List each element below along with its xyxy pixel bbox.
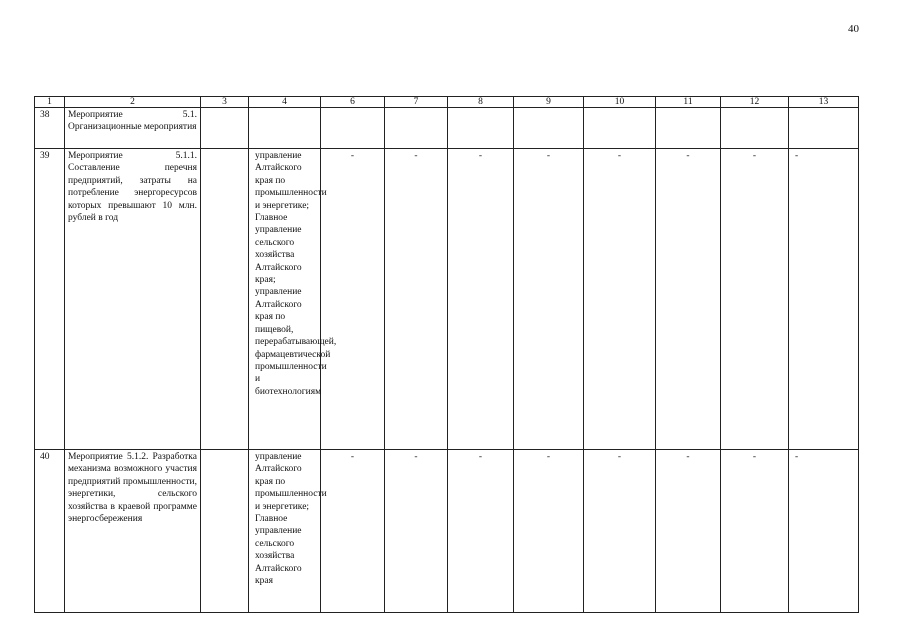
table-row	[35, 108, 859, 149]
header-cell: 1	[35, 97, 65, 108]
value-cell: -	[385, 450, 448, 613]
table-row	[35, 149, 859, 450]
table-row	[35, 450, 859, 613]
header-cell: 2	[65, 97, 201, 108]
value-cell	[721, 108, 789, 149]
header-cell: 4	[249, 97, 321, 108]
header-cell: 10	[584, 97, 656, 108]
header-cell: 12	[721, 97, 789, 108]
table-header-row	[35, 97, 859, 108]
value-cell: -	[721, 450, 789, 613]
col3-cell	[201, 450, 249, 613]
header-cell: 7	[385, 97, 448, 108]
value-cell	[385, 108, 448, 149]
executor-cell: управление Алтайского края по промышленности и энергетике; Главное управление сельского хозяйства Алтайского края	[249, 450, 321, 613]
header-cell: 11	[656, 97, 721, 108]
value-cell	[514, 108, 584, 149]
value-cell: -	[584, 450, 656, 613]
measure-description: Мероприятие 5.1.1. Составление перечня предприятий, затраты на потребление энергоресурсов которых превышают 10 млн. рублей в год	[65, 149, 201, 450]
row-number: 39	[35, 149, 65, 450]
value-cell: -	[656, 149, 721, 450]
header-cell: 8	[448, 97, 514, 108]
measure-description: Мероприятие 5.1. Организационные мероприятия	[65, 108, 201, 149]
value-cell: -	[789, 149, 859, 450]
executor-cell	[249, 108, 321, 149]
header-cell: 9	[514, 97, 584, 108]
value-cell: -	[514, 450, 584, 613]
header-cell: 13	[789, 97, 859, 108]
row-number: 38	[35, 108, 65, 149]
col3-cell	[201, 149, 249, 450]
value-cell	[448, 108, 514, 149]
value-cell: -	[789, 450, 859, 613]
header-cell: 6	[321, 97, 385, 108]
value-cell: -	[721, 149, 789, 450]
value-cell: -	[321, 450, 385, 613]
executor-cell: управление Алтайского края по промышленности и энергетике; Главное управление сельского хозяйства Алтайского края; управление Алтайского края по пищевой, перерабатывающей, фармацевтической промышленности и биотехнологиям	[249, 149, 321, 450]
value-cell	[584, 108, 656, 149]
row-number: 40	[35, 450, 65, 613]
value-cell	[321, 108, 385, 149]
value-cell: -	[584, 149, 656, 450]
value-cell: -	[448, 149, 514, 450]
measure-description: Мероприятие 5.1.2. Разработка механизма возможного участия предприятий промышленности, энергетики, сельского хозяйства в краевой программе энергосбережения	[65, 450, 201, 613]
value-cell: -	[448, 450, 514, 613]
measures-table-container	[34, 96, 858, 606]
col3-cell	[201, 108, 249, 149]
measures-table	[34, 96, 859, 613]
page-number: 40	[848, 23, 859, 35]
header-cell: 3	[201, 97, 249, 108]
value-cell	[656, 108, 721, 149]
value-cell: -	[656, 450, 721, 613]
value-cell: -	[321, 149, 385, 450]
value-cell: -	[385, 149, 448, 450]
value-cell	[789, 108, 859, 149]
value-cell: -	[514, 149, 584, 450]
